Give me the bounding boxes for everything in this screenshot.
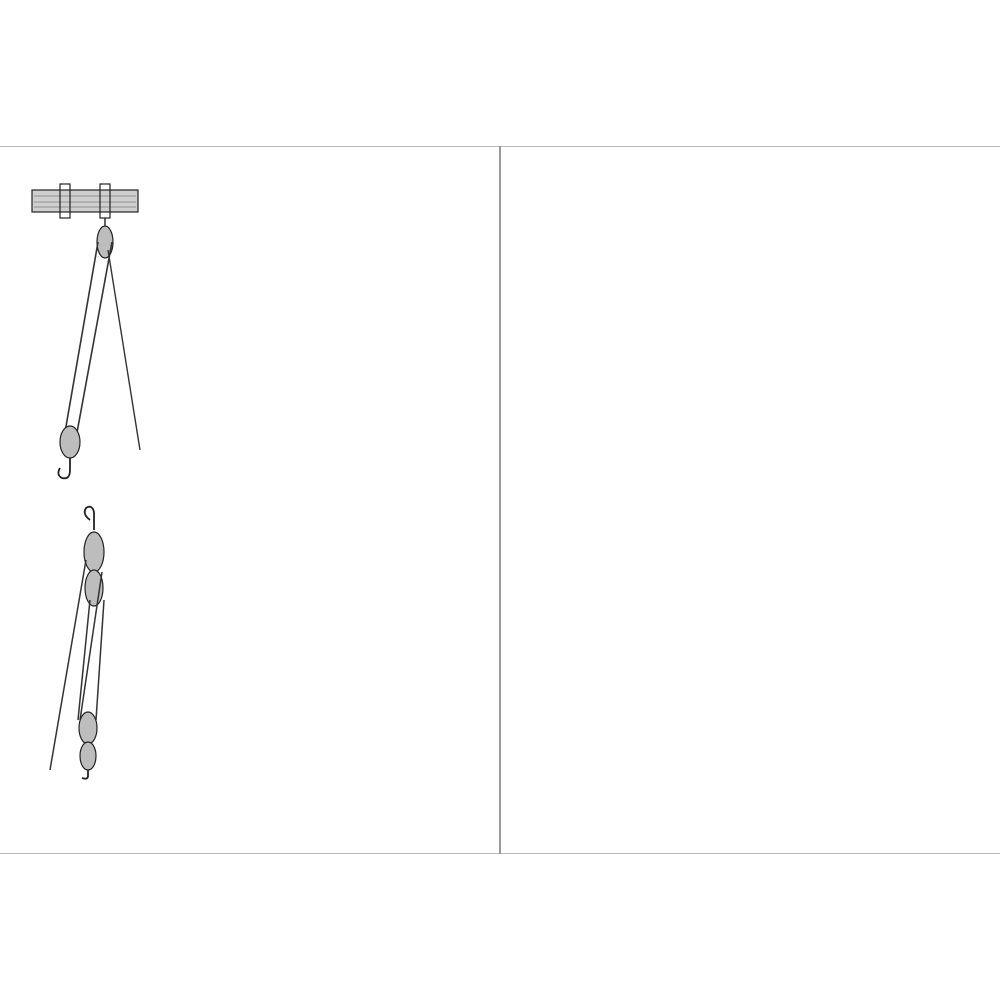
lyrics-line-4 bbox=[565, 574, 950, 586]
lyrics-line-2 bbox=[565, 358, 950, 370]
lyrics-line-1 bbox=[565, 218, 950, 230]
lyrics-line-5 bbox=[565, 676, 950, 688]
lyrics-line-3 bbox=[565, 476, 950, 488]
rigging-illustration bbox=[20, 180, 150, 780]
book-spine bbox=[499, 146, 501, 854]
pulley-block-icon bbox=[32, 184, 140, 478]
double-pulley-tackle-icon bbox=[50, 507, 104, 779]
lyrics-line-6 bbox=[565, 776, 950, 788]
left-text-column bbox=[148, 186, 430, 198]
